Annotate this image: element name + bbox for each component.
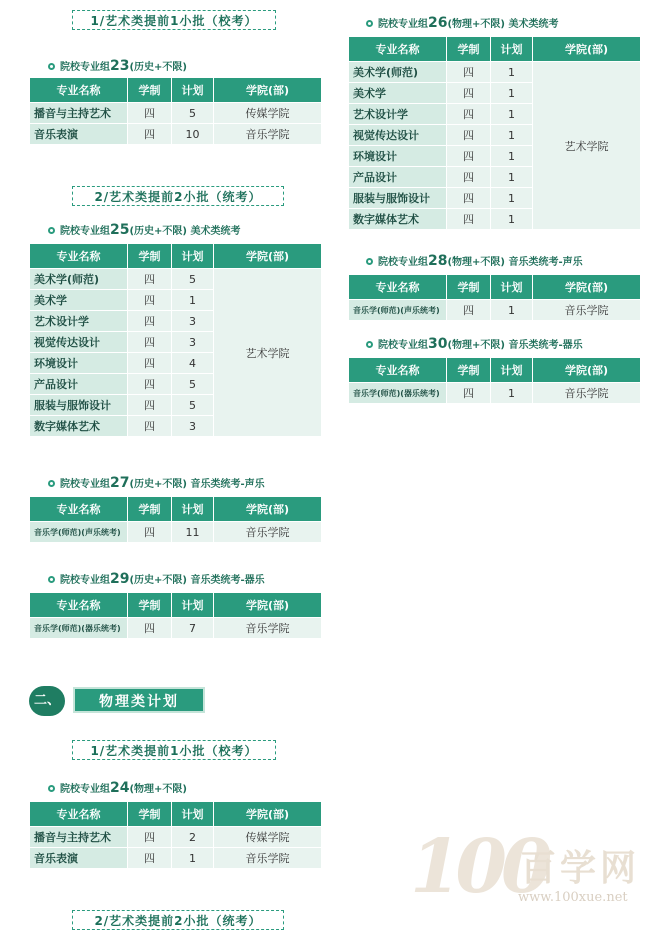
- bullet-icon: [48, 785, 55, 792]
- table-row: 视觉传达设计 四 1: [349, 125, 641, 146]
- section-number: 二、: [29, 686, 65, 716]
- header-years: 学制: [128, 593, 172, 618]
- header-name: 专业名称: [349, 275, 447, 300]
- table-row: 产品设计 四 1: [349, 167, 641, 188]
- table-group-25: [29, 243, 322, 437]
- bullet-icon: [366, 20, 373, 27]
- table-group-30: [348, 357, 641, 404]
- header-college: 学院(部): [214, 244, 322, 269]
- header-years: 学制: [128, 78, 172, 103]
- table-group-24: [29, 801, 322, 869]
- watermark-logo: [410, 822, 666, 922]
- header-name: 专业名称: [349, 37, 447, 62]
- header-college: 学院(部): [214, 593, 322, 618]
- header-name: 专业名称: [30, 78, 128, 103]
- header-plan: 计划: [491, 358, 533, 383]
- table-row: 音乐学(师范)(声乐统考) 四 11 音乐学院: [30, 522, 322, 543]
- batch-label: 1/艺术类提前1小批（校考）: [72, 10, 276, 30]
- table-row: 音乐学(师范)(器乐统考) 四 1 音乐学院: [349, 383, 641, 404]
- table-row: 环境设计 四 4: [30, 353, 322, 374]
- group-heading-27: 院校专业组27(历史+不限) 音乐类统考-声乐: [48, 475, 265, 493]
- table-row: 音乐学(师范)(器乐统考) 四 7 音乐学院: [30, 618, 322, 639]
- group-heading-30: 院校专业组30(物理+不限) 音乐类统考-器乐: [366, 336, 583, 354]
- watermark-url: www.100xue.net: [518, 890, 628, 905]
- header-name: 专业名称: [30, 802, 128, 827]
- header-college: 学院(部): [533, 358, 641, 383]
- table-row: 数字媒体艺术 四 1: [349, 209, 641, 230]
- header-plan: 计划: [172, 593, 214, 618]
- table-row: 美术学 四 1: [349, 83, 641, 104]
- batch-label: 2/艺术类提前2小批（统考）: [72, 910, 284, 930]
- header-college: 学院(部): [214, 78, 322, 103]
- table-row: 艺术设计学 四 1: [349, 104, 641, 125]
- table-row: 服装与服饰设计 四 1: [349, 188, 641, 209]
- header-name: 专业名称: [30, 593, 128, 618]
- header-years: 学制: [128, 244, 172, 269]
- group-heading-24: 院校专业组24(物理+不限): [48, 780, 187, 798]
- header-plan: 计划: [172, 244, 214, 269]
- watermark-digits: 100: [410, 824, 547, 910]
- header-college: 学院(部): [214, 497, 322, 522]
- header-years: 学制: [447, 37, 491, 62]
- table-row: 音乐学(师范)(声乐统考) 四 1 音乐学院: [349, 300, 641, 321]
- header-college: 学院(部): [214, 802, 322, 827]
- bullet-icon: [48, 227, 55, 234]
- table-row: 服装与服饰设计 四 5: [30, 395, 322, 416]
- header-years: 学制: [447, 358, 491, 383]
- header-plan: 计划: [491, 37, 533, 62]
- table-group-28: [348, 274, 641, 321]
- table-row: 播音与主持艺术 四 5 传媒学院: [30, 103, 322, 124]
- merged-college: 艺术学院: [533, 62, 641, 230]
- header-name: 专业名称: [30, 497, 128, 522]
- header-plan: 计划: [172, 497, 214, 522]
- group-heading-29: 院校专业组29(历史+不限) 音乐类统考-器乐: [48, 571, 265, 589]
- header-name: 专业名称: [349, 358, 447, 383]
- table-row: 环境设计 四 1: [349, 146, 641, 167]
- table-row: 美术学 四 1: [30, 290, 322, 311]
- batch-label: 1/艺术类提前1小批（校考）: [72, 740, 276, 760]
- table-row: 数字媒体艺术 四 3: [30, 416, 322, 437]
- bullet-icon: [48, 63, 55, 70]
- section-title: 物理类计划: [73, 687, 205, 713]
- header-years: 学制: [128, 497, 172, 522]
- batch-label: 2/艺术类提前2小批（统考）: [72, 186, 284, 206]
- group-heading-23: 院校专业组23(历史+不限): [48, 58, 187, 76]
- table-group-29: [29, 592, 322, 639]
- table-row: 美术学(师范) 四 1 艺术学院: [349, 62, 641, 83]
- group-heading-28: 院校专业组28(物理+不限) 音乐类统考-声乐: [366, 253, 583, 271]
- bullet-icon: [366, 341, 373, 348]
- table-row: 音乐表演 四 10 音乐学院: [30, 124, 322, 145]
- merged-college: 艺术学院: [214, 269, 322, 437]
- table-group-26: [348, 36, 641, 230]
- table-row: 音乐表演 四 1 音乐学院: [30, 848, 322, 869]
- table-group-27: [29, 496, 322, 543]
- table-row: 艺术设计学 四 3: [30, 311, 322, 332]
- header-years: 学制: [128, 802, 172, 827]
- bullet-icon: [48, 480, 55, 487]
- table-row: 产品设计 四 5: [30, 374, 322, 395]
- group-heading-25: 院校专业组25(历史+不限) 美术类统考: [48, 222, 241, 240]
- table-row: 播音与主持艺术 四 2 传媒学院: [30, 827, 322, 848]
- table-group-23: [29, 77, 322, 145]
- header-college: 学院(部): [533, 37, 641, 62]
- table-row: 视觉传达设计 四 3: [30, 332, 322, 353]
- watermark-site-name: 百学网: [520, 848, 641, 889]
- bullet-icon: [48, 576, 55, 583]
- header-name: 专业名称: [30, 244, 128, 269]
- table-row: 美术学(师范) 四 5 艺术学院: [30, 269, 322, 290]
- header-plan: 计划: [172, 802, 214, 827]
- group-heading-26: 院校专业组26(物理+不限) 美术类统考: [366, 15, 559, 33]
- header-plan: 计划: [172, 78, 214, 103]
- bullet-icon: [366, 258, 373, 265]
- header-plan: 计划: [491, 275, 533, 300]
- header-college: 学院(部): [533, 275, 641, 300]
- header-years: 学制: [447, 275, 491, 300]
